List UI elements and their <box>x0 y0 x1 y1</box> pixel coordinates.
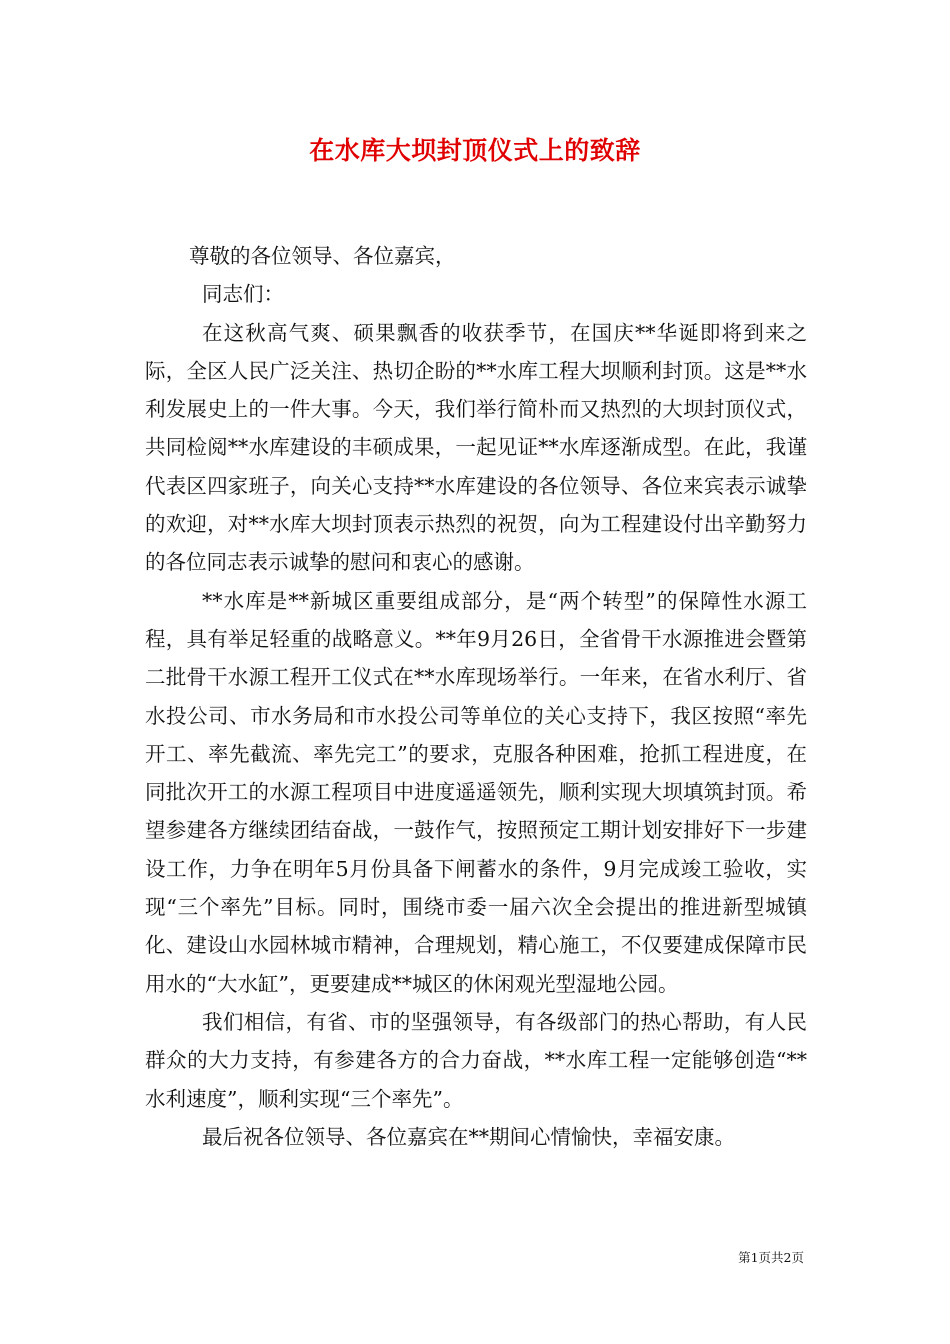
addressee: 同志们： <box>202 282 284 307</box>
page-number: 第1页共2页 <box>738 1250 804 1265</box>
salutation: 尊敬的各位领导、各位嘉宾， <box>189 244 456 268</box>
document-body <box>145 237 807 1156</box>
paragraph-4: 最后祝各位领导、各位嘉宾在**期间心情愉快，幸福安康。 <box>202 1124 735 1149</box>
paragraph-2: **水库是**新城区重要组成部分，是“两个转型”的保障性水源工程，具有举足轻重的战略意义。**年9月26日，全省骨干水源推进会暨第二批骨干水源工程开工仪式在**水库现场举行。一年来，在省水利厅、省水投公司、市水务局和市水投公司等单位的关心支持下，我区按照“率先开工、率先截流、率先完工”的要求，克服各种困难，抢抓工程进度，在同批次开工的水源工程项目中进度遥遥领先，顺利实现大坝填筑封顶。希望参建各方继续团结奋战，一鼓作气，按照预定工期计划安排好下一步建设工作，力争在明年5月份具备下闸蓄水的条件，9月完成竣工验收，实现“三个率先”目标。同时，围绕市委一届六次全会提出的推进新型城镇化、建设山水园林城市精神，合理规划，精心施工，不仅要建成保障市民用水的“大水缸”，更要建成**城区的休闲观光型湿地公园。 <box>145 588 807 996</box>
page-title: 在水库大坝封顶仪式上的致辞 <box>309 136 641 165</box>
paragraph-1: 在这秋高气爽、硕果飘香的收获季节，在国庆**华诞即将到来之际，全区人民广泛关注、热切企盼的**水库工程大坝顺利封顶。这是**水利发展史上的一件大事。今天，我们举行简朴而又热烈的大坝封顶仪式，共同检阅**水库建设的丰硕成果，一起见证**水库逐渐成型。在此，我谨代表区四家班子，向关心支持**水库建设的各位领导、各位来宾表示诚挚的欢迎，对**水库大坝封顶表示热烈的祝贺，向为工程建设付出辛勤努力的各位同志表示诚挚的慰问和衷心的感谢。 <box>145 320 807 575</box>
paragraph-3: 我们相信，有省、市的坚强领导，有各级部门的热心帮助，有人民群众的大力支持，有参建各方的合力奋战，**水库工程一定能够创造“**水利速度”，顺利实现“三个率先”。 <box>145 1009 807 1111</box>
